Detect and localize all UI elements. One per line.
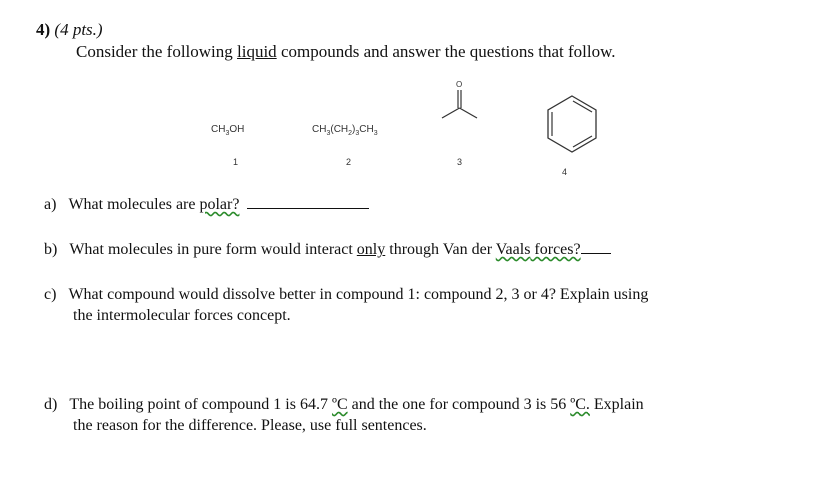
compound-2-number: 2 [346,157,352,167]
answer-blank-a[interactable] [247,196,369,209]
benzene-structure [540,92,604,156]
part-a: a) What molecules are polar? [44,196,369,214]
part-d-line2: the reason for the difference. Please, use full sentences. [73,417,427,434]
question-header [36,20,103,40]
question-intro: Consider the following liquid compounds and answer the questions that follow. [76,42,616,61]
part-c [44,286,648,304]
acetone-structure [430,78,490,138]
underlined-liquid: liquid [237,42,277,61]
compound-1-formula: $CH_3OH$ [211,124,245,137]
svg-text:O: O [456,80,463,89]
part-b-letter: b) [44,241,58,258]
part-b: b) What molecules in pure form would interact only through Van der Vaals forces? [44,241,611,259]
part-d: d) The boiling point of compound 1 is 64.7 ºC and the one for compound 3 is 56 ºC. Explain [44,396,644,413]
part-d-letter: d) [44,396,58,413]
question-number: 4) [36,20,51,39]
compound-1-number: 1 [233,157,239,167]
flagged-word-polar: polar? [199,196,240,213]
flagged-unit-1: ºC [331,396,348,413]
part-c-line1: What compound would dissolve better in compound 1: compound 2, 3 or 4? Explain using [68,286,649,303]
compound-3-number: 3 [457,157,463,167]
compound-2-formula: $CH_3(CH_2)_3CH_3$ [312,124,378,137]
part-c-line2: the intermolecular forces concept. [73,307,291,324]
part-c-letter: c) [44,286,57,303]
answer-blank-b[interactable] [581,241,611,254]
compound-4-number: 4 [562,167,568,177]
flagged-unit-2: ºC. [570,396,590,413]
part-a-letter: a) [44,196,57,213]
flagged-word-vaals: Vaals [495,241,531,258]
question-points: (4 pts.) [54,20,103,39]
underlined-only: only [356,241,386,258]
